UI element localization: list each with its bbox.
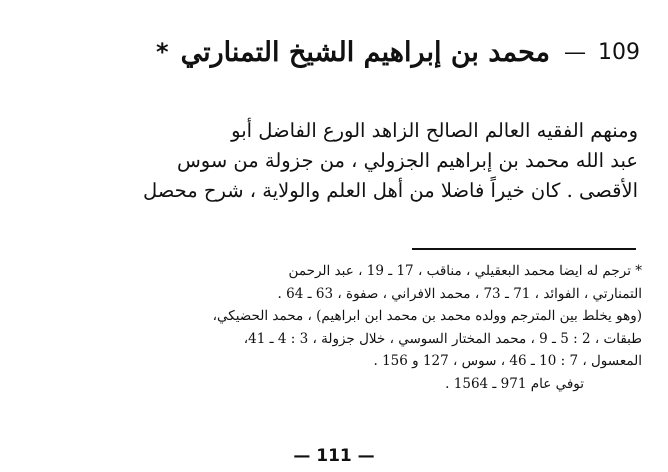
footnote-line: طبقات ، 2 : 5 ـ 9 ، محمد المختار السوسي ، خلال جزولة ، 3 : 4 ـ 41، xyxy=(243,330,642,347)
body-line: الأقصى . كان خيراً فاضلا من أهل العلم والولاية ، شرح محصل xyxy=(142,179,638,202)
body-line: ومنهم الفقيه العالم الصالح الزاهد الورع الفاضل أبو xyxy=(231,119,638,142)
footnote-line: المعسول ، 7 : 10 ـ 46 ، سوس ، 127 و 156 . xyxy=(373,353,642,369)
footnote-line: توفي عام 971 ـ 1564 . xyxy=(445,375,584,392)
footnote-line: (وهو يخلط بين المترجم وولده محمد بن محمد ابن ابراهيم) ، محمد الحضيكي، xyxy=(212,308,642,324)
footnote-line: * ترجم له ايضا محمد البعقيلي ، مناقب ، 17 ـ 19 ، عبد الرحمن xyxy=(288,263,642,279)
entry-name: محمد بن إبراهيم الشيخ التمنارتي xyxy=(180,36,550,68)
footnote-divider xyxy=(412,248,636,250)
footnote-block xyxy=(22,260,642,395)
body-line: عبد الله محمد بن إبراهيم الجزولي ، من جزولة من سوس xyxy=(176,149,638,172)
entry-number: 109 xyxy=(598,39,640,65)
body-paragraph xyxy=(24,116,638,206)
footnote-marker: * xyxy=(156,38,169,66)
footnote-line: التمنارتي ، الفوائد ، 71 ـ 73 ، محمد الافراني ، صفوة ، 63 ـ 64 . xyxy=(277,285,642,302)
entry-heading xyxy=(40,30,640,74)
entry-dash: — xyxy=(564,39,586,65)
page-number: — 111 — xyxy=(293,446,375,466)
